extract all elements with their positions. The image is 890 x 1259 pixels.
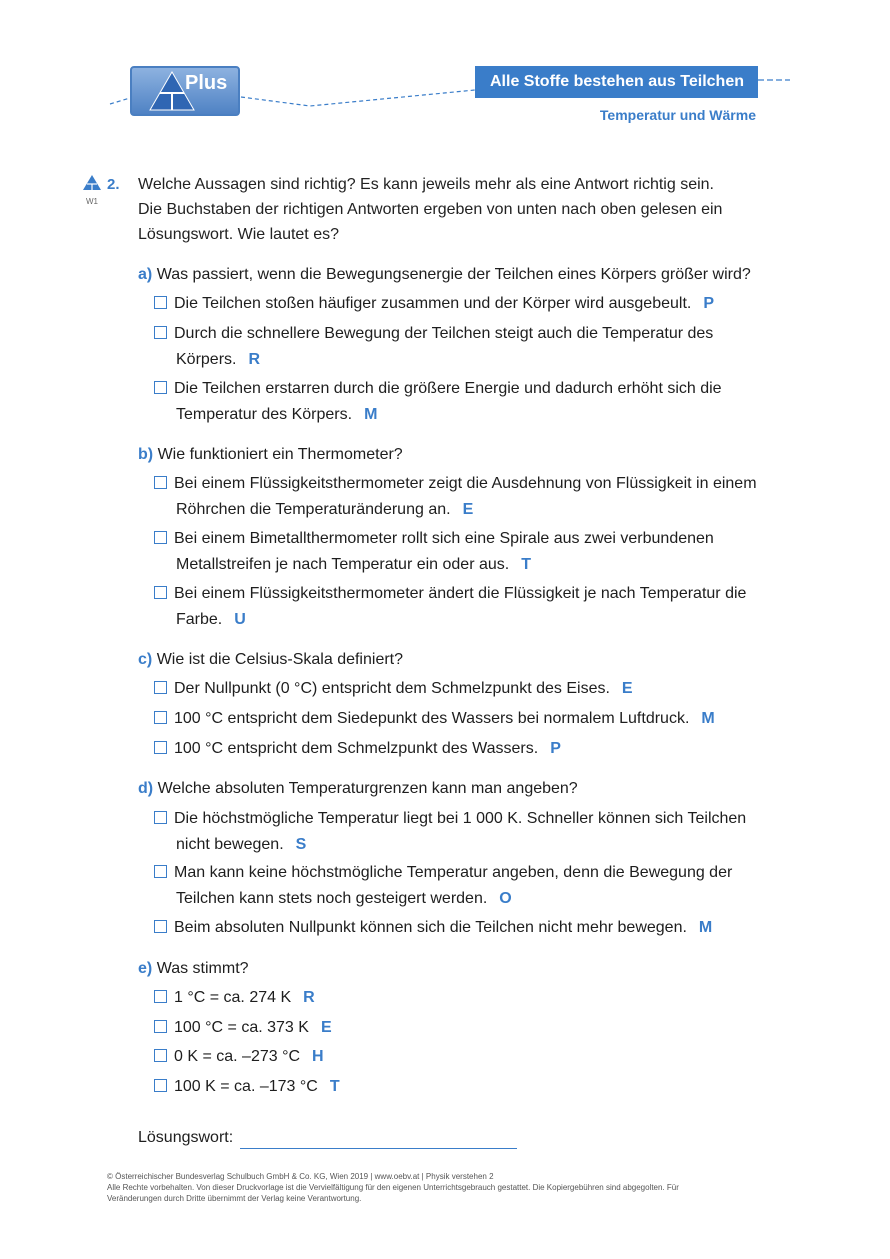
question-c: c) Wie ist die Celsius-Skala definiert? bbox=[138, 651, 404, 668]
option-b3[interactable]: Bei einem Flüssigkeitsthermometer ändert die Flüssigkeit je nach Temperatur die Farbe. U bbox=[154, 581, 779, 633]
checkbox[interactable] bbox=[154, 531, 167, 544]
option-c3[interactable]: 100 °C entspricht dem Schmelzpunkt des Wassers. P bbox=[154, 736, 779, 762]
solution-input-line[interactable] bbox=[240, 1148, 517, 1149]
option-c1[interactable]: Der Nullpunkt (0 °C) entspricht dem Schmelzpunkt des Eises. E bbox=[154, 676, 779, 702]
checkbox[interactable] bbox=[154, 296, 167, 309]
level-tag: W1 bbox=[86, 197, 98, 206]
option-e2[interactable]: 100 °C = ca. 373 K E bbox=[154, 1015, 779, 1041]
checkbox[interactable] bbox=[154, 326, 167, 339]
option-d1[interactable]: Die höchstmögliche Temperatur liegt bei 1 000 K. Schneller können sich Teilchen nicht bewegen. S bbox=[154, 806, 779, 858]
question-a: a) Was passiert, wenn die Bewegungsenergie der Teilchen eines Körpers größer wird? bbox=[138, 266, 751, 283]
question-b: b) Wie funktioniert ein Thermometer? bbox=[138, 446, 403, 463]
checkbox[interactable] bbox=[154, 1049, 167, 1062]
solution-label: Lösungswort: bbox=[138, 1129, 234, 1146]
checkbox[interactable] bbox=[154, 920, 167, 933]
page-subtitle: Temperatur und Wärme bbox=[599, 107, 756, 123]
checkbox[interactable] bbox=[154, 811, 167, 824]
level-triangle-icon bbox=[82, 174, 102, 191]
checkbox[interactable] bbox=[154, 381, 167, 394]
option-c2[interactable]: 100 °C entspricht dem Siedepunkt des Wassers bei normalem Luftdruck. M bbox=[154, 706, 779, 732]
checkbox[interactable] bbox=[154, 476, 167, 489]
option-d3[interactable]: Beim absoluten Nullpunkt können sich die Teilchen nicht mehr bewegen. M bbox=[154, 915, 779, 941]
checkbox[interactable] bbox=[154, 711, 167, 724]
option-e3[interactable]: 0 K = ca. –273 °C H bbox=[154, 1044, 779, 1070]
option-a2[interactable]: Durch die schnellere Bewegung der Teilchen steigt auch die Temperatur des Körpers. R bbox=[154, 321, 779, 373]
checkbox[interactable] bbox=[154, 586, 167, 599]
checkbox[interactable] bbox=[154, 1079, 167, 1092]
task-number: 2. bbox=[107, 176, 120, 193]
checkbox[interactable] bbox=[154, 1020, 167, 1033]
option-b1[interactable]: Bei einem Flüssigkeitsthermometer zeigt die Ausdehnung von Flüssigkeit in einem Röhrchen die Temperaturänderung an. E bbox=[154, 471, 779, 523]
checkbox[interactable] bbox=[154, 990, 167, 1003]
option-d2[interactable]: Man kann keine höchstmögliche Temperatur angeben, denn die Bewegung der Teilchen kann stets noch gesteigert werden. O bbox=[154, 860, 779, 912]
checkbox[interactable] bbox=[154, 865, 167, 878]
question-d: d) Welche absoluten Temperaturgrenzen kann man angeben? bbox=[138, 780, 578, 797]
checkbox[interactable] bbox=[154, 681, 167, 694]
option-e4[interactable]: 100 K = ca. –173 °C T bbox=[154, 1074, 779, 1100]
option-a3[interactable]: Die Teilchen erstarren durch die größere Energie und dadurch erhöht sich die Temperatur des Körpers. M bbox=[154, 376, 779, 428]
task-intro: Welche Aussagen sind richtig? Es kann jeweils mehr als eine Antwort richtig sein. Die Buchstaben der richtigen Antworten ergeben von unten nach oben gelesen ein Lösungswort. Wie lautet es? bbox=[138, 176, 723, 243]
footer: © Österreichischer Bundesverlag Schulbuch GmbH & Co. KG, Wien 2019 | www.oebv.at | Physik verstehen 2 Alle Rechte vorbehalten. Von dieser Druckvorlage ist die Vervielfältigung für den eigenen Unterrichtsgebrauch gestattet. Die Kopiergebühren sind abgegolten. Für Veränderungen durch Dritte übernimmt der Verlag keine Verantwortung. bbox=[107, 1172, 679, 1203]
plus-logo-text: Plus bbox=[185, 72, 228, 94]
chapter-title: Alle Stoffe bestehen aus Teilchen bbox=[475, 66, 758, 98]
option-b2[interactable]: Bei einem Bimetallthermometer rollt sich eine Spirale aus zwei verbundenen Metallstreifen je nach Temperatur ein oder aus. T bbox=[154, 526, 779, 578]
question-e: e) Was stimmt? bbox=[138, 960, 249, 977]
option-e1[interactable]: 1 °C = ca. 274 K R bbox=[154, 985, 779, 1011]
checkbox[interactable] bbox=[154, 741, 167, 754]
option-a1[interactable]: Die Teilchen stoßen häufiger zusammen und der Körper wird ausgebeult. P bbox=[154, 291, 779, 317]
